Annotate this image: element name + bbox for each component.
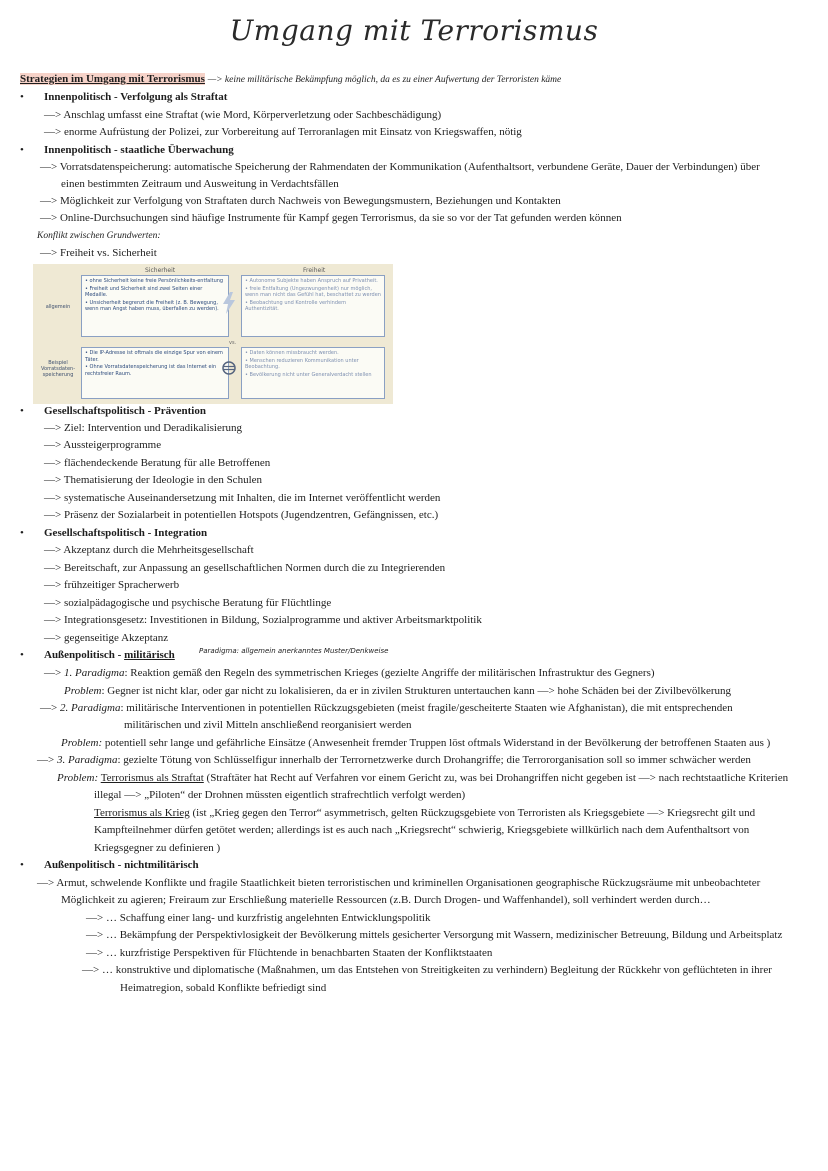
sub-item: —> … Schaffung einer lang- und kurzfristig angelehnten Entwicklungspolitik <box>86 912 431 924</box>
paradigma-label: 2. Paradigma <box>59 702 121 714</box>
paradigma-2 <box>40 701 733 715</box>
list-item: —> frühzeitiger Spracherwerb <box>44 579 180 591</box>
intro-heading: Strategien im Umgang mit Terrorismus <box>20 73 205 85</box>
list-item: • Bevölkerung nicht unter Generalverdacht stellen <box>245 371 372 378</box>
freiheit-beispiel-box <box>241 347 385 399</box>
arrow: —> <box>44 667 64 679</box>
paradigma-text: : gezielte Tötung von Schlüsselfigur innerhalb der Terrornetzwerke durch Drohangriffe; die Terrororganisation soll so immer schwächer werden <box>117 754 751 766</box>
problem-label: Problem: <box>57 772 99 784</box>
list-item-continued: einen bestimmten Zeitraum und Ausweitung in Verdachtsfällen <box>61 178 339 190</box>
list-item: —> Ziel: Intervention und Deradikalisierung <box>44 422 243 434</box>
paradigma-1 <box>44 666 655 680</box>
sub-item: —> … konstruktive und diplomatische (Maßnahmen, um das Entstehen von Streitigkeiten zu verhindern) Begleitung der Rückkehr von geflüchteten in ihrer <box>82 964 772 976</box>
problem-text: : Gegner ist nicht klar, oder gar nicht zu lokalisieren, da er in zivilen Strukturen untertauchen kann —> hohe Schäden bei der Zivilbevölkerung <box>101 685 731 697</box>
sicherheit-allgemein-box <box>81 275 229 337</box>
paradigma-2-continued: militärischen und zivil Mitteln anschließend reorganisiert werden <box>124 719 412 731</box>
krieg-text: (ist „Krieg gegen den Terror“ asymmetrisch, gelten Rückzugsgebiete von Terroristen als Kriegsgebiete —> Kriegsrecht gilt und <box>189 807 756 819</box>
straftat-heading: Terrorismus als Straftat <box>100 772 204 784</box>
list-item: —> Armut, schwelende Konflikte und fragile Staatlichkeit bieten terroristischen und kriminellen Organisationen geographische Rückzugsräume mit unbeobachteter <box>37 877 761 889</box>
section-heading: Gesellschaftspolitisch - Prävention <box>44 405 206 417</box>
vs-label: vs. <box>229 340 237 346</box>
problem-1 <box>64 684 731 698</box>
section-heading: Außenpolitisch - nichtmilitärisch <box>44 859 199 871</box>
row-label-allgemein: allgemein <box>45 304 71 310</box>
bullet: • <box>20 91 24 103</box>
intro-note: —> keine militärische Bekämpfung möglich, da es zu einer Aufwertung der Terroristen käme <box>207 75 562 85</box>
section-heading <box>44 648 175 662</box>
page-title: Umgang mit Terrorismus <box>229 14 599 47</box>
list-item: —> Thematisierung der Ideologie in den Schulen <box>44 474 263 486</box>
freiheit-sicherheit-infographic <box>33 264 393 404</box>
list-item: • Unsicherheit begrenzt die Freiheit (z. B. Bewegung, wenn man Angst haben muss, überfallen zu werden). <box>85 299 219 312</box>
krieg-continued: Kampfteilnehmer dürfen getötet werden; allerdings ist es auch nach „Kriegsrecht“ schwierig, Kriegsgebiete willkürlich nach dem Aufenthaltsort von <box>94 824 750 836</box>
list-item: • Freiheit und Sicherheit sind zwei Seiten einer Medaille. <box>85 285 203 298</box>
krieg-line <box>94 806 755 820</box>
list-item: —> systematische Auseinandersetzung mit Inhalten, die im Internet veröffentlicht werden <box>44 492 441 504</box>
straftat-continued: illegal —> „Piloten“ der Drohnen müssten eigentlich strafrechtlich verfolgt werden) <box>94 789 466 801</box>
list-item: • ohne Sicherheit keine freie Persönlichkeits-entfaltung <box>85 278 224 284</box>
list-item: —> Bereitschaft, zur Anpassung an gesellschaftlichen Normen durch die zu Integrierenden <box>44 562 446 574</box>
list-item: • Menschen reduzieren Kommunikation unter Beobachtung. <box>245 357 359 370</box>
paradigma-3 <box>37 753 751 767</box>
list-item: —> Möglichkeit zur Verfolgung von Straftaten durch Nachweis von Bewegungsmustern, Beziehungen und Kontakten <box>40 195 561 207</box>
section-heading: Innenpolitisch - Verfolgung als Straftat <box>44 91 228 103</box>
lightning-icon <box>221 292 237 314</box>
row-label-beispiel: Beispiel Vorratsdaten-speicherung <box>41 360 75 378</box>
intro-line <box>20 72 561 87</box>
section-heading: Innenpolitisch - staatliche Überwachung <box>44 144 234 156</box>
list-item: • Beobachtung und Kontrolle verhindern Authentizität. <box>245 299 347 312</box>
list-item: —> Aussteigerprogramme <box>44 439 162 451</box>
konflikt-label: Konflikt zwischen Grundwerten: <box>37 231 161 241</box>
bullet: • <box>20 649 24 661</box>
list-item: —> Akzeptanz durch die Mehrheitsgesellschaft <box>44 544 254 556</box>
problem-2 <box>61 736 770 750</box>
sicherheit-beispiel-box <box>81 347 229 399</box>
column-header-sicherheit: Sicherheit <box>145 267 176 274</box>
list-item: • Ohne Vorratsdatenspeicherung ist das Internet ein rechtsfreier Raum. <box>85 364 217 377</box>
sub-item-continued: Heimatregion, sobald Konflikte befriedigt sind <box>120 982 327 994</box>
sub-item: —> … kurzfristige Perspektiven für Flüchtende in benachbarten Staaten der Konfliktstaaten <box>86 947 493 959</box>
bullet: • <box>20 527 24 539</box>
straftat-text: (Straftäter hat Recht auf Verfahren vor einem Gericht zu, was bei Drohangriffen nicht gegeben ist —> nach rechtstaatliche Kriterien <box>203 772 789 784</box>
problem-label: Problem <box>64 685 102 697</box>
list-item: —> Online-Durchsuchungen sind häufige Instrumente für Kampf gegen Terrorismus, da sie so vor der Tat gefunden werden können <box>40 212 622 224</box>
problem-label: Problem: <box>61 737 103 749</box>
list-item: • Autonome Subjekte haben Anspruch auf Privatheit. <box>245 278 378 284</box>
list-item: —> enorme Aufrüstung der Polizei, zur Vorbereitung auf Terroranlagen mit Einsatz von Kriegswaffen, nötig <box>44 126 522 138</box>
freiheit-allgemein-box <box>241 275 385 337</box>
bullet: • <box>20 859 24 871</box>
list-item-continued: Möglichkeit zu agieren; Freiraum zur Erschließung materielle Ressourcen (z.B. Durch Drogen- und Waffenhandel), soll verhindert werden durch… <box>61 894 711 906</box>
paradigma-label: 3. Paradigma <box>56 754 118 766</box>
bullet: • <box>20 405 24 417</box>
rings-icon <box>221 360 237 376</box>
krieg-heading: Terrorismus als Krieg <box>94 807 190 819</box>
column-header-freiheit: Freiheit <box>303 267 326 274</box>
section-heading: Gesellschaftspolitisch - Integration <box>44 527 208 539</box>
section-heading-prefix: Außenpolitisch - <box>44 649 125 661</box>
list-item: —> Integrationsgesetz: Investitionen in Bildung, Sozialprogramme und aktiver Arbeitsmarktpolitik <box>44 614 482 626</box>
list-item: —> Freiheit vs. Sicherheit <box>40 247 157 259</box>
list-item: • Daten können missbraucht werden. <box>245 350 339 356</box>
problem-3 <box>57 771 788 785</box>
sub-item: —> … Bekämpfung der Perspektivlosigkeit der Bevölkerung mittels gesicherter Versorgung mit Wassern, medizinischer Betreuung, Bildung und Arbeitsplatz <box>86 929 783 941</box>
section-heading-underlined: militärisch <box>124 649 175 661</box>
krieg-continued: Kriegsgegner zu definieren ) <box>94 842 221 854</box>
list-item: —> flächendeckende Beratung für alle Betroffenen <box>44 457 271 469</box>
paradigma-text: : Reaktion gemäß den Regeln des symmetrischen Krieges (gezielte Angriffe der militärischen Infrastruktur des Gegners) <box>124 667 655 679</box>
arrow: —> <box>37 754 57 766</box>
list-item: • Die IP-Adresse ist oftmals die einzige Spur von einem Täter. <box>85 350 223 363</box>
arrow: —> <box>40 702 60 714</box>
paradigma-label: 1. Paradigma <box>63 667 125 679</box>
list-item: —> sozialpädagogische und psychische Beratung für Flüchtlinge <box>44 597 332 609</box>
list-item: —> Präsenz der Sozialarbeit in potentiellen Hotspots (Jugendzentren, Gefängnissen, etc.) <box>44 509 439 521</box>
list-item: —> Vorratsdatenspeicherung: automatische Speicherung der Rahmendaten der Kommunikation (Aufenthaltsort, verbundene Geräte, Dauer der Verbindungen) über <box>40 161 760 173</box>
paradigma-text: : militärische Interventionen in potentiellen Rückzugsgebieten (meist fragile/gescheiterte Staaten wie Afghanistan), die mit entsprechenden <box>120 702 733 714</box>
list-item: —> gegenseitige Akzeptanz <box>44 632 169 644</box>
handwritten-note: Paradigma: allgemein anerkanntes Muster/Denkweise <box>199 647 389 655</box>
list-item: —> Anschlag umfasst eine Straftat (wie Mord, Körperverletzung oder Sachbeschädigung) <box>44 109 442 121</box>
list-item: • freie Entfaltung (Ungezwungenheit) nur möglich, wenn man nicht das Gefühl hat, beschattet zu werden <box>245 285 381 298</box>
problem-text: potentiell sehr lange und gefährliche Einsätze (Anwesenheit fremder Truppen löst oftmals Widerstand in der Bevölkerung der betroffenen Staaten aus ) <box>102 737 771 749</box>
bullet: • <box>20 144 24 156</box>
